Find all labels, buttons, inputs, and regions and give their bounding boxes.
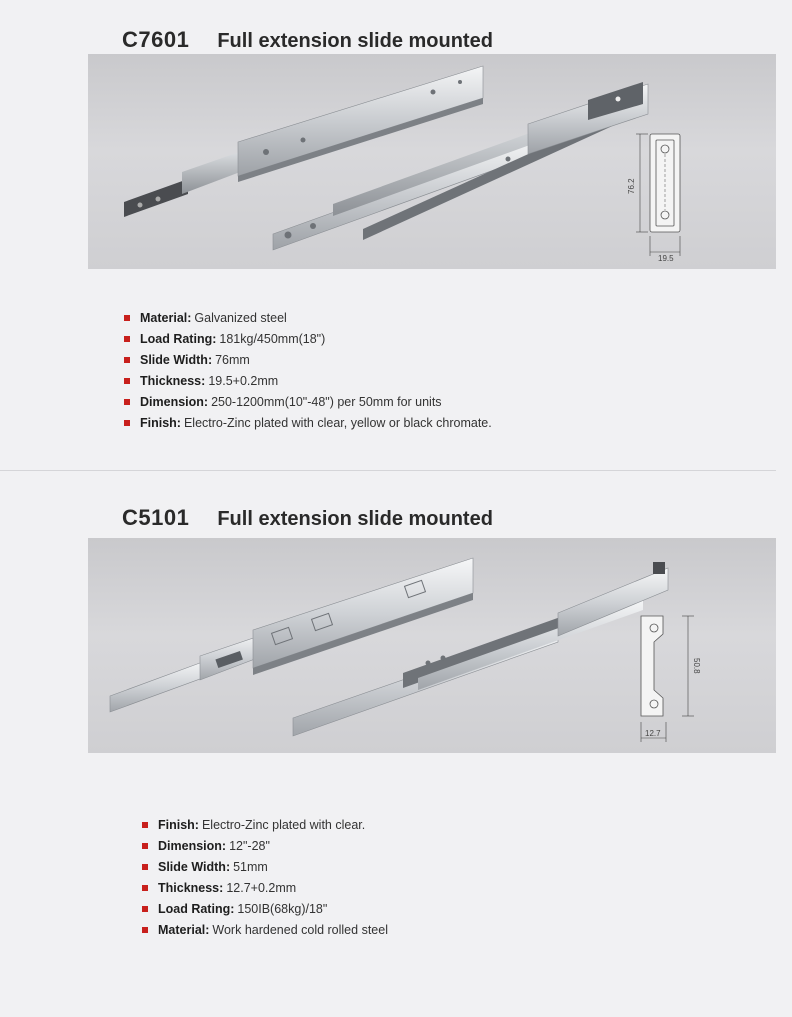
- slide-rail-illustration: [88, 538, 776, 753]
- section-title-c5101: [122, 496, 493, 533]
- product-photo-c7601: [88, 54, 776, 269]
- spec-item: Slide Width: 51mm: [142, 857, 388, 878]
- spec-item: Finish: Electro-Zinc plated with clear.: [142, 815, 388, 836]
- product-code: C7601: [122, 27, 190, 52]
- bullet-icon: [124, 315, 130, 321]
- bullet-icon: [142, 864, 148, 870]
- spec-item: Slide Width: 76mm: [124, 350, 492, 371]
- product-title: Full extension slide mounted: [217, 508, 493, 530]
- bullet-icon: [124, 357, 130, 363]
- product-code: C5101: [122, 505, 190, 530]
- bullet-icon: [124, 378, 130, 384]
- spec-item: Thickness: 12.7+0.2mm: [142, 878, 388, 899]
- spec-list-c7601: [124, 308, 492, 434]
- dimension-height-label: 76.2: [627, 178, 636, 194]
- bullet-icon: [142, 885, 148, 891]
- spec-item: Material: Work hardened cold rolled steel: [142, 920, 388, 941]
- cross-section-diagram: [627, 134, 680, 263]
- slide-rail-illustration: [88, 54, 776, 269]
- cross-section-diagram: [641, 616, 701, 742]
- spec-item: Dimension: 12"-28": [142, 836, 388, 857]
- section-divider: [0, 470, 776, 471]
- slide-rail-right: [293, 562, 668, 736]
- bullet-icon: [124, 420, 130, 426]
- slide-rail-left: [124, 66, 483, 217]
- bullet-icon: [142, 906, 148, 912]
- spec-list-c5101: [142, 815, 388, 941]
- product-title: Full extension slide mounted: [217, 30, 493, 52]
- spec-item: Thickness: 19.5+0.2mm: [124, 371, 492, 392]
- dimension-width-label: 12.7: [645, 729, 661, 738]
- spec-item: Material: Galvanized steel: [124, 308, 492, 329]
- spec-item: Finish: Electro-Zinc plated with clear, yellow or black chromate.: [124, 413, 492, 434]
- bullet-icon: [142, 822, 148, 828]
- spec-item: Dimension: 250-1200mm(10"-48") per 50mm for units: [124, 392, 492, 413]
- bullet-icon: [124, 399, 130, 405]
- bullet-icon: [142, 843, 148, 849]
- dimension-height-label: 50.8: [692, 658, 701, 674]
- spec-item: Load Rating: 181kg/450mm(18"): [124, 329, 492, 350]
- section-title-c7601: [122, 18, 493, 55]
- product-photo-c5101: [88, 538, 776, 753]
- dimension-width-label: 19.5: [658, 254, 674, 263]
- bullet-icon: [142, 927, 148, 933]
- spec-item: Load Rating: 150IB(68kg)/18": [142, 899, 388, 920]
- bullet-icon: [124, 336, 130, 342]
